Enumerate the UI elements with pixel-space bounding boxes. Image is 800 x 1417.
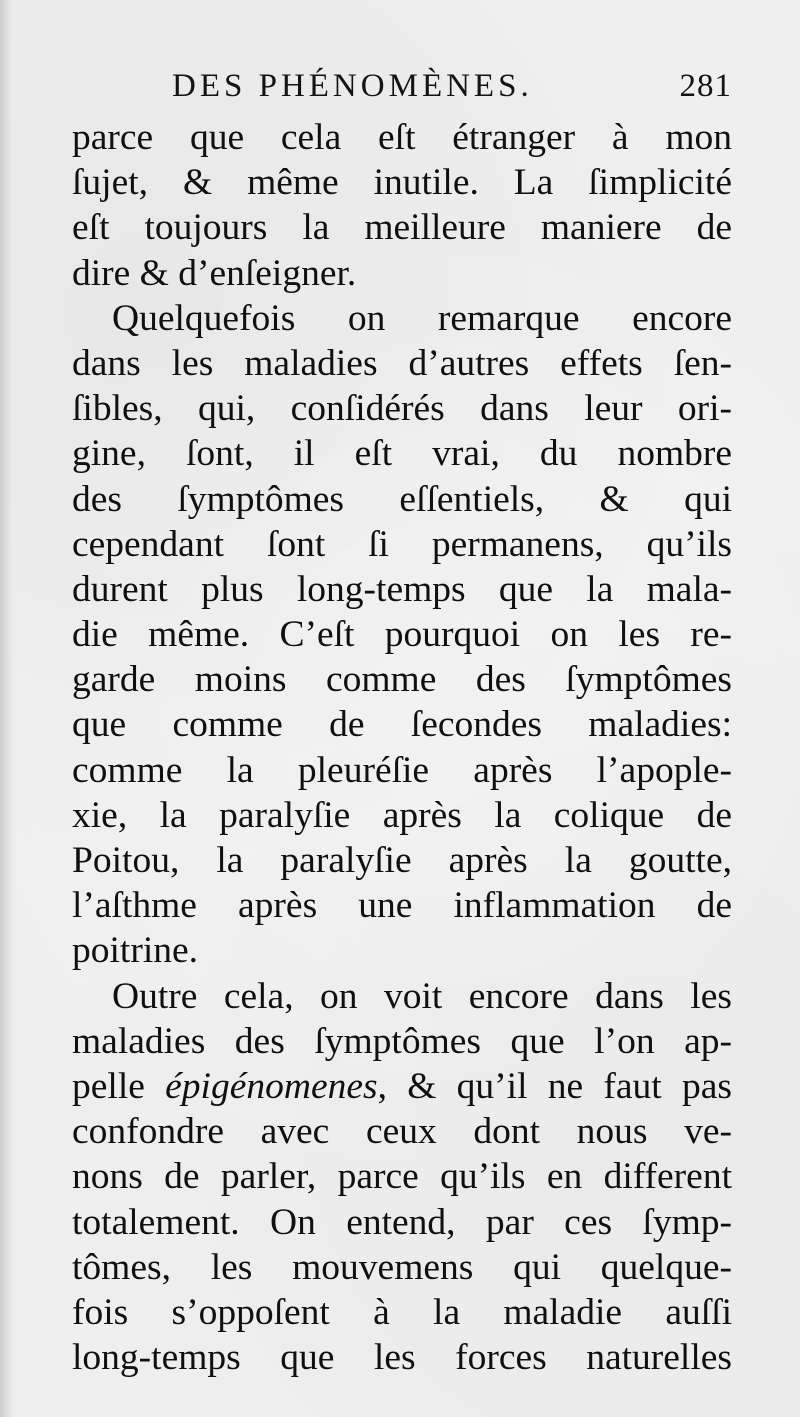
text-line: des ſymptômes eſſentiels, & qui (72, 478, 732, 520)
running-head (172, 68, 732, 112)
text-line: dans les maladies d’autres effets ſen- (72, 342, 732, 384)
text-line: comme la pleuréſie après l’apople- (72, 749, 732, 791)
text-line: maladies des ſymptômes que l’on ap- (72, 1020, 732, 1062)
text-line: durent plus long-temps que la mala- (72, 568, 732, 610)
text-line: eſt toujours la meilleure maniere de (72, 207, 732, 249)
text-line: dire & d’enſeigner. (72, 252, 357, 294)
text-line: fois s’oppoſent à la maladie auſſi (72, 1291, 732, 1333)
text-fragment: , & qu’il ne faut pas (377, 1065, 732, 1107)
text-line: long-temps que les forces naturelles (72, 1337, 732, 1379)
text-line-with-italic (72, 1064, 732, 1109)
page-number: 281 (679, 68, 732, 104)
text-line: confondre avec ceux dont nous ve- (72, 1111, 732, 1153)
body-text (72, 115, 732, 1380)
italic-term: épigénomenes (165, 1065, 378, 1107)
paragraph-start-line: Outre cela, on voit encore dans les (112, 975, 732, 1017)
text-line: ſujet, & même inutile. La ſimplicité (72, 162, 732, 204)
text-line: die même. C’eſt pourquoi on les re- (72, 614, 732, 656)
text-line: gine, ſont, il eſt vrai, du nombre (72, 433, 732, 475)
text-line: nons de parler, parce qu’ils en different (72, 1156, 732, 1198)
text-line: totalement. On entend, par ces ſymp- (72, 1201, 732, 1243)
text-line: que comme de ſecondes maladies: (72, 704, 732, 746)
text-line: tômes, les mouvemens qui quelque- (72, 1246, 732, 1288)
text-line: Poitou, la paralyſie après la goutte, (72, 840, 732, 881)
text-line: parce que cela eſt étranger à mon (72, 117, 732, 158)
text-line: ſibles, qui, conſidérés dans leur ori- (72, 388, 732, 430)
text-line: cependant ſont ſi permanens, qu’ils (72, 523, 732, 565)
paragraph-start-line: Quelquefois on remarque encore (112, 297, 732, 339)
text-line: l’aſthme après une inflammation de (72, 885, 732, 927)
page-binding-edge (0, 0, 14, 1417)
text-line: garde moins comme des ſymptômes (72, 659, 732, 701)
text-line: xie, la paralyſie après la colique de (72, 794, 732, 836)
running-head-title: DES PHÉNOMÈNES. (172, 68, 533, 104)
text-line: poitrine. (72, 930, 199, 972)
text-fragment: pelle (72, 1065, 166, 1107)
